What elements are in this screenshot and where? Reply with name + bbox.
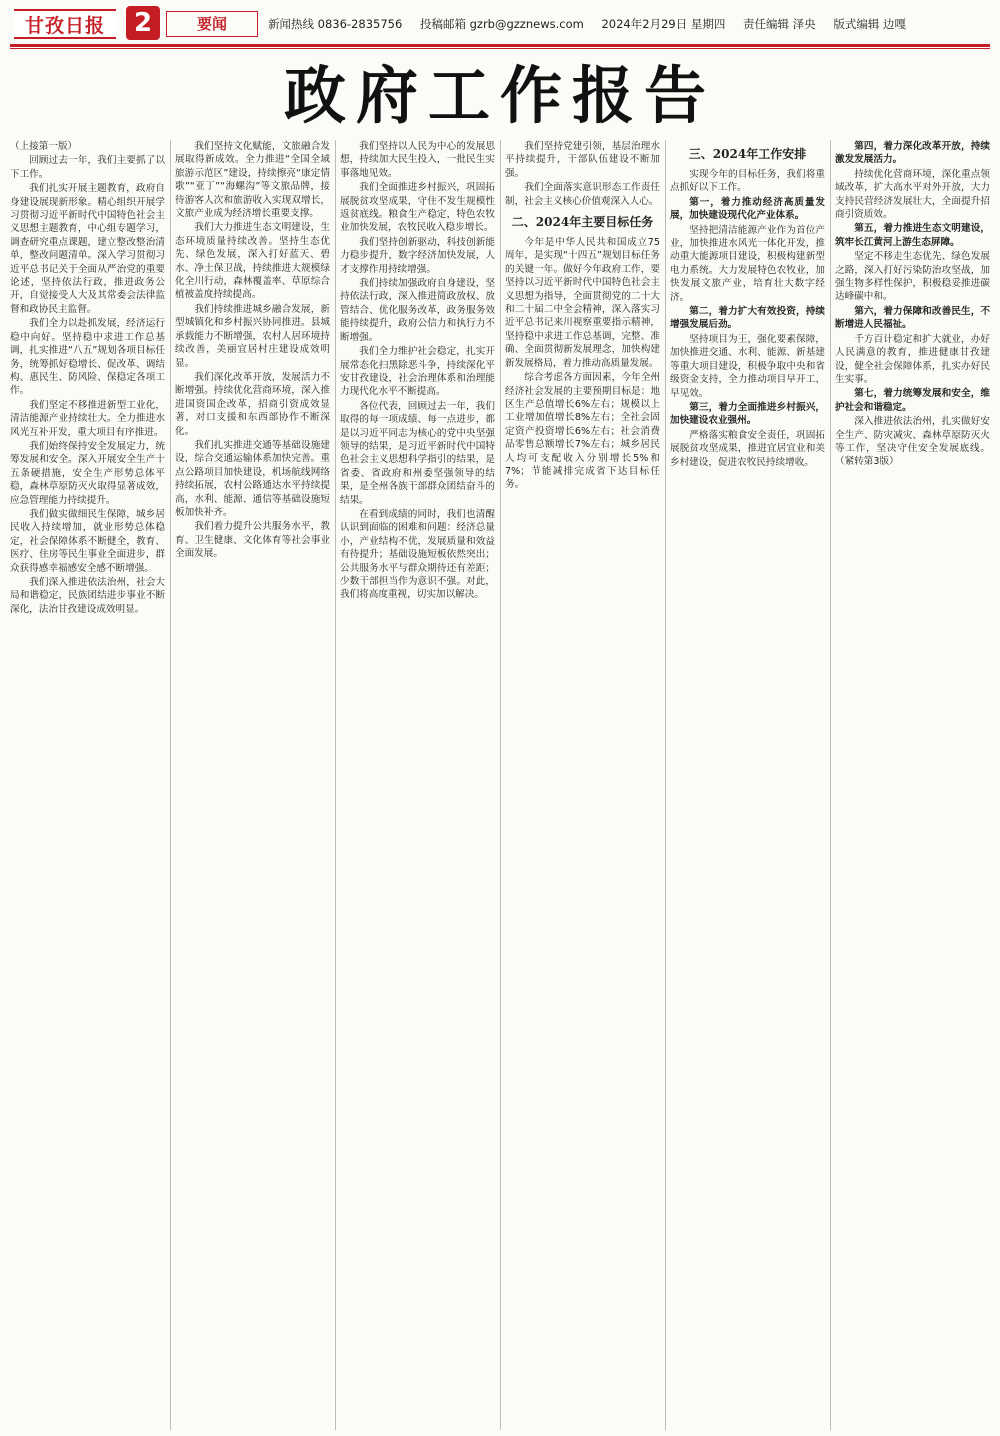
paragraph: 我们持续加强政府自身建设，坚持依法行政，深入推进简政放权、放管结合、优化服务改革，政务服务效能持续提升，政府公信力和执行力不断增强。 [340, 278, 495, 343]
date: 2024年2月29日 星期四 [601, 17, 726, 31]
paragraph: 今年是中华人民共和国成立75周年，是实现“十四五”规划目标任务的关键一年。做好今年政府工作，要坚持以习近平新时代中国特色社会主义思想为指导，全面贯彻党的二十大和二十届二中全会精神，深入落实习近平总书记来川视察重要指示精神，坚持稳中求进工作总基调，完整、准确、全面贯彻新发展理念，加快构建新发展格局，着力推动高质量发展。 [505, 237, 660, 369]
article-column [340, 140, 495, 1430]
paragraph: 我们着力提升公共服务水平，教育、卫生健康、文化体育等社会事业全面发展。 [175, 521, 330, 560]
page-number: 2 [126, 6, 160, 40]
paragraph: 我们持续推进城乡融合发展，新型城镇化和乡村振兴协同推进。县城承载能力不断增强，农村人居环境持续改善，美丽宜居村庄建设成效明显。 [175, 303, 330, 369]
section-title: 要闻 [166, 11, 258, 37]
designer: 版式编辑 边嘎 [833, 17, 906, 31]
email: 投稿邮箱 gzrb@gzznews.com [419, 17, 584, 31]
paragraph: 我们坚持党建引领，基层治理水平持续提升，干部队伍建设不断加强。 [505, 141, 660, 179]
column-divider [500, 140, 501, 1430]
newspaper-logo: 甘孜日报 [14, 9, 116, 39]
article-column [10, 140, 165, 1430]
paragraph: 我们坚持创新驱动，科技创新能力稳步提升，数字经济加快发展，人才支撑作用持续增强。 [340, 236, 495, 275]
column-divider [830, 140, 831, 1430]
paragraph: 综合考虑各方面因素，今年全州经济社会发展的主要预期目标是：地区生产总值增长6%左右；规模以上工业增加值增长8%左右；全社会固定资产投资增长6%左右；社会消费品零售总额增长7%左右；城乡居民人均可支配收入分别增长5%和7%；节能减排完成省下达目标任务。 [505, 372, 660, 491]
column-divider [170, 140, 171, 1430]
subheading: 第六，着力保障和改善民生，不断增进人民福祉。 [835, 305, 990, 331]
paragraph: 我们深化改革开放，发展活力不断增强。持续优化营商环境，深入推进国资国企改革，招商引资成效显著，对口支援和东西部协作不断深化。 [175, 371, 330, 437]
paragraph: 我们做实做细民生保障，城乡居民收入持续增加，就业形势总体稳定，社会保障体系不断健全，教育、医疗、住房等民生事业全面进步，群众获得感幸福感安全感不断增强。 [10, 508, 165, 574]
paragraph: 实现今年的目标任务，我们将重点抓好以下工作。 [670, 169, 825, 194]
paragraph: 深入推进依法治州，扎实做好安全生产、防灾减灾、森林草原防灭火等工作，坚决守住安全发展底线。（紧转第3版） [835, 416, 990, 468]
paragraph: 千方百计稳定和扩大就业，办好人民满意的教育，推进健康甘孜建设，健全社会保障体系，扎实办好民生实事。 [835, 333, 990, 385]
subheading: 第二，着力扩大有效投资，持续增强发展后劲。 [670, 306, 825, 331]
info-bar [268, 14, 988, 34]
paragraph: 我们始终保持安全发展定力，统筹发展和安全。深入开展安全生产十五条硬措施，安全生产形势总体平稳，森林草原防灭火取得显著成效，应急管理能力持续提升。 [10, 440, 165, 506]
paragraph: 坚定不移走生态优先、绿色发展之路，深入打好污染防治攻坚战，加强生物多样性保护，积极稳妥推进碳达峰碳中和。 [835, 251, 990, 303]
paragraph: 我们全力维护社会稳定，扎实开展常态化扫黑除恶斗争，持续深化平安甘孜建设，社会治理体系和治理能力现代化水平不断提高。 [340, 346, 495, 398]
header-rule [10, 44, 990, 47]
paragraph: 我们扎实推进交通等基础设施建设，综合交通运输体系加快完善。重点公路项目加快建设，机场航线网络持续拓展，农村公路通达水平持续提高，水利、能源、通信等基础设施短板加快补齐。 [175, 439, 330, 518]
article-column [175, 140, 330, 1430]
paragraph: 我们深入推进依法治州，社会大局和谐稳定，民族团结进步事业不断深化，法治甘孜建设成效明显。 [10, 577, 165, 615]
paragraph: （上接第一版） [10, 141, 78, 152]
column-divider [335, 140, 336, 1430]
paragraph: 各位代表，回顾过去一年，我们取得的每一项成绩、每一点进步，都是以习近平同志为核心的党中央坚强领导的结果，是习近平新时代中国特色社会主义思想科学指引的结果，是省委、省政府和州委坚强领导的结果，是全州各族干部群众团结奋斗的结果。 [340, 400, 495, 506]
paragraph: 回顾过去一年，我们主要抓了以下工作。 [10, 155, 165, 180]
paragraph: 在看到成绩的同时，我们也清醒认识到面临的困难和问题：经济总量小，产业结构不优，发展质量和效益有待提升；基础设施短板依然突出；公共服务水平与群众期待还有差距；少数干部担当作为意识不强。对此，我们将高度重视，切实加以解决。 [340, 508, 495, 601]
hotline: 新闻热线 0836-2835756 [268, 17, 403, 31]
paragraph: 我们坚持文化赋能，文旅融合发展取得新成效。全力推进“全国全域旅游示范区”建设，持续擦亮“康定情歌”“亚丁”“海螺沟”等文旅品牌，接待游客人次和旅游收入实现双增长，文旅产业成为经济增长重要支撑。 [175, 141, 330, 220]
headline: 政府工作报告 [283, 59, 716, 132]
article-column [835, 140, 990, 1430]
paragraph: 我们坚持以人民为中心的发展思想，持续加大民生投入，一批民生实事落地见效。 [340, 141, 495, 179]
column-divider [665, 140, 666, 1430]
article-column [670, 140, 825, 1430]
paragraph: 坚持把清洁能源产业作为首位产业，加快推进水风光一体化开发，推动重大能源项目建设，积极构建新型电力系统。大力发展特色农牧业，加快发展文旅产业，培育壮大数字经济。 [670, 224, 825, 303]
paragraph: 我们扎实开展主题教育，政府自身建设展现新形象。精心组织开展学习贯彻习近平新时代中国特色社会主义思想主题教育，中心组专题学习，调查研究重点课题，建立整改整治清单，整改问题清单。深入学习贯彻习近平总书记关于全面从严治党的重要论述，坚持依法行政，推进政务公开，自觉接受人大及其常委会法律监督和政协民主监督。 [10, 183, 165, 315]
paragraph: 我们坚定不移推进新型工业化，清洁能源产业持续壮大。全力推进水风光互补开发，重大项目有序推进。 [10, 399, 165, 438]
section-heading: 二、2024年主要目标任务 [511, 215, 654, 230]
header-rule-thin [10, 48, 990, 49]
paragraph: 持续优化营商环境，深化重点领域改革，扩大高水平对外开放，大力支持民营经济发展壮大，全面提升招商引资质效。 [835, 168, 990, 221]
masthead [10, 6, 990, 42]
subheading: 第一，着力推动经济高质量发展，加快建设现代化产业体系。 [670, 196, 825, 222]
editor: 责任编辑 泽央 [743, 17, 816, 31]
section-heading: 三、2024年工作安排 [688, 147, 807, 161]
paragraph: 严格落实粮食安全责任，巩固拓展脱贫攻坚成果，推进宜居宜业和美乡村建设，促进农牧民持续增收。 [670, 429, 825, 468]
paragraph: 我们全力以赴抓发展，经济运行稳中向好。坚持稳中求进工作总基调，扎实推进“八五”规划各项目标任务，统筹抓好稳增长、促改革、调结构、惠民生、防风险、保稳定各项工作。 [10, 318, 165, 397]
article-column [505, 140, 660, 1430]
subheading: 第四，着力深化改革开放，持续激发发展活力。 [835, 141, 990, 166]
subheading: 第五，着力推进生态文明建设，筑牢长江黄河上游生态屏障。 [835, 223, 990, 248]
paragraph: 坚持项目为王，强化要素保障，加快推进交通、水利、能源、新基建等重大项目建设，积极争取中央和省级资金支持，全力推动项目早开工、早见效。 [670, 333, 825, 399]
paragraph: 我们大力推进生态文明建设，生态环境质量持续改善。坚持生态优先、绿色发展，深入打好蓝天、碧水、净土保卫战，持续推进大规模绿化全川行动，森林覆盖率、草原综合植被盖度持续提高。 [175, 222, 330, 301]
subheading: 第七，着力统筹发展和安全，维护社会和谐稳定。 [835, 388, 990, 413]
paragraph: 我们全面落实意识形态工作责任制，社会主义核心价值观深入人心。 [505, 182, 660, 207]
subheading: 第三，着力全面推进乡村振兴，加快建设农业强州。 [670, 401, 825, 427]
paragraph: 我们全面推进乡村振兴，巩固拓展脱贫攻坚成果，守住不发生规模性返贫底线。粮食生产稳定，特色农牧业加快发展，农牧民收入稳步增长。 [340, 182, 495, 234]
